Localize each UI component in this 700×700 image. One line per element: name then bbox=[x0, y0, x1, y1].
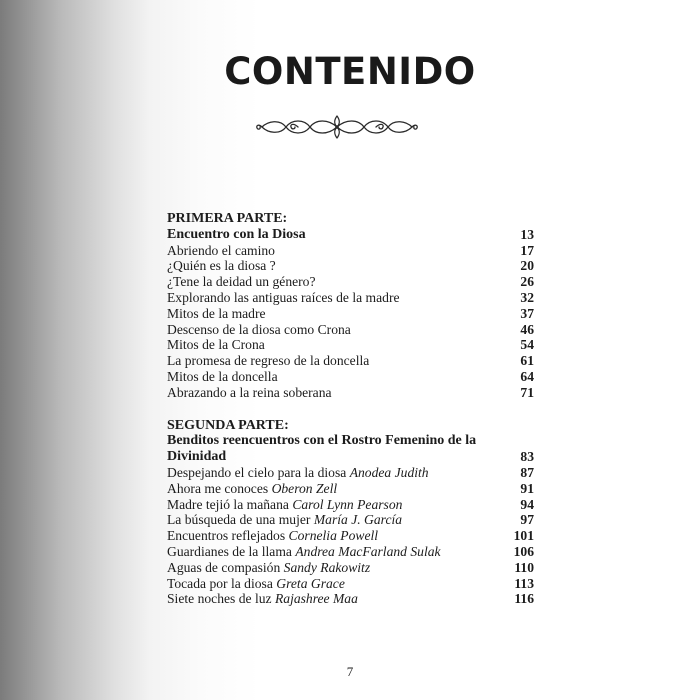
toc-entry-page: 71 bbox=[520, 384, 534, 400]
toc-entry bbox=[167, 258, 534, 274]
toc-entry bbox=[167, 576, 534, 592]
toc-entry-title: ¿Tene la deidad un género? bbox=[167, 274, 316, 290]
toc-entry-page: 106 bbox=[513, 543, 534, 559]
toc-entry-page: 46 bbox=[520, 321, 534, 337]
toc-entry bbox=[167, 243, 534, 259]
toc-entry-title: Explorando las antiguas raíces de la madre bbox=[167, 289, 400, 305]
entry-author: Andrea MacFarland Sulak bbox=[295, 543, 441, 559]
entry-name: Guardianes de la llama bbox=[167, 543, 296, 559]
entry-author: Sandy Rakowitz bbox=[283, 559, 371, 575]
toc-entry bbox=[167, 290, 534, 306]
toc-entry-page: 87 bbox=[520, 464, 534, 480]
toc-entry-title bbox=[167, 497, 402, 513]
page-number: 7 bbox=[346, 664, 354, 679]
toc-entry-title bbox=[167, 481, 337, 497]
toc-entry bbox=[167, 433, 534, 465]
section-spacer bbox=[167, 401, 534, 418]
toc-entry-title: Mitos de la doncella bbox=[167, 368, 278, 384]
entry-author: Rajashree Maa bbox=[274, 591, 358, 607]
toc-entry bbox=[167, 544, 534, 560]
table-of-contents bbox=[167, 211, 534, 607]
toc-entry bbox=[167, 337, 534, 353]
toc-entry-page: 113 bbox=[514, 575, 534, 591]
toc-entry bbox=[167, 353, 534, 369]
toc-entry-page: 17 bbox=[520, 242, 534, 258]
toc-entry-page: 13 bbox=[520, 226, 534, 242]
toc-entry bbox=[167, 322, 534, 338]
toc-entry bbox=[167, 497, 534, 513]
entry-author: Greta Grace bbox=[276, 575, 345, 591]
toc-entry-page: 64 bbox=[520, 368, 534, 384]
toc-entry-title bbox=[167, 512, 402, 528]
toc-entry bbox=[167, 385, 534, 401]
toc-entry-page: 83 bbox=[520, 449, 534, 465]
toc-entry-page: 101 bbox=[513, 528, 534, 544]
toc-entry-title bbox=[167, 465, 429, 481]
toc-entry-page: 26 bbox=[520, 274, 534, 290]
entry-author: Oberon Zell bbox=[271, 480, 338, 496]
toc-entry-page: 61 bbox=[520, 353, 534, 369]
entry-name: Ahora me conoces bbox=[167, 480, 272, 496]
toc-entry-title: Encuentro con la Diosa bbox=[167, 226, 306, 242]
toc-entry-title bbox=[167, 591, 358, 607]
toc-entry bbox=[167, 274, 534, 290]
toc-entry-title bbox=[167, 528, 378, 544]
toc-entry-page: 116 bbox=[514, 591, 534, 607]
toc-entry bbox=[167, 369, 534, 385]
toc-entry bbox=[167, 528, 534, 544]
entry-author: Anodea Judith bbox=[349, 464, 429, 480]
toc-entry bbox=[167, 481, 534, 497]
toc-entry-title bbox=[167, 576, 345, 592]
entry-name: Aguas de compasión bbox=[167, 559, 284, 575]
toc-entry bbox=[167, 465, 534, 481]
entry-author: Cornelia Powell bbox=[288, 528, 379, 544]
toc-entry-title: Abriendo el camino bbox=[167, 242, 275, 258]
toc-entry-page: 37 bbox=[520, 305, 534, 321]
toc-entry bbox=[167, 591, 534, 607]
entry-name: Tocada por la diosa bbox=[167, 575, 277, 591]
part-two-heading: SEGUNDA PARTE: bbox=[167, 417, 289, 433]
toc-entry-title: Abrazando a la reina soberana bbox=[167, 384, 332, 400]
entry-name: Despejando el cielo para la diosa bbox=[167, 464, 350, 480]
entry-author: Carol Lynn Pearson bbox=[292, 496, 403, 512]
page-title: CONTENIDO bbox=[224, 50, 476, 93]
toc-entry bbox=[167, 512, 534, 528]
toc-entry-title: Mitos de la madre bbox=[167, 305, 266, 321]
entry-name: La búsqueda de una mujer bbox=[167, 512, 314, 528]
entry-name: Encuentros reflejados bbox=[167, 528, 289, 544]
toc-entry-page: 97 bbox=[520, 512, 534, 528]
toc-entry-title: Descenso de la diosa como Crona bbox=[167, 321, 351, 337]
entry-name: Madre tejió la mañana bbox=[167, 496, 293, 512]
toc-entry-title bbox=[167, 544, 441, 560]
part-one-heading: PRIMERA PARTE: bbox=[167, 211, 288, 226]
toc-entry bbox=[167, 227, 534, 243]
toc-entry-title bbox=[167, 560, 370, 576]
toc-entry bbox=[167, 560, 534, 576]
toc-entry-page: 54 bbox=[520, 337, 534, 353]
toc-entry-page: 91 bbox=[520, 480, 534, 496]
toc-entry-page: 32 bbox=[520, 289, 534, 305]
entry-author: María J. García bbox=[313, 512, 403, 528]
toc-entry-page: 110 bbox=[514, 559, 534, 575]
toc-entry-page: 20 bbox=[520, 258, 534, 274]
toc-entry bbox=[167, 306, 534, 322]
toc-entry-title: ¿Quién es la diosa ? bbox=[167, 258, 276, 274]
toc-entry-title: La promesa de regreso de la doncella bbox=[167, 353, 370, 369]
toc-entry-title: Mitos de la Crona bbox=[167, 337, 265, 353]
toc-entry-page: 94 bbox=[520, 496, 534, 512]
scroll-ornament-icon bbox=[254, 114, 420, 140]
toc-entry-title: Benditos reencuentros con el Rostro Femenino de la Divinidad bbox=[167, 433, 477, 465]
entry-name: Siete noches de luz bbox=[167, 591, 275, 607]
